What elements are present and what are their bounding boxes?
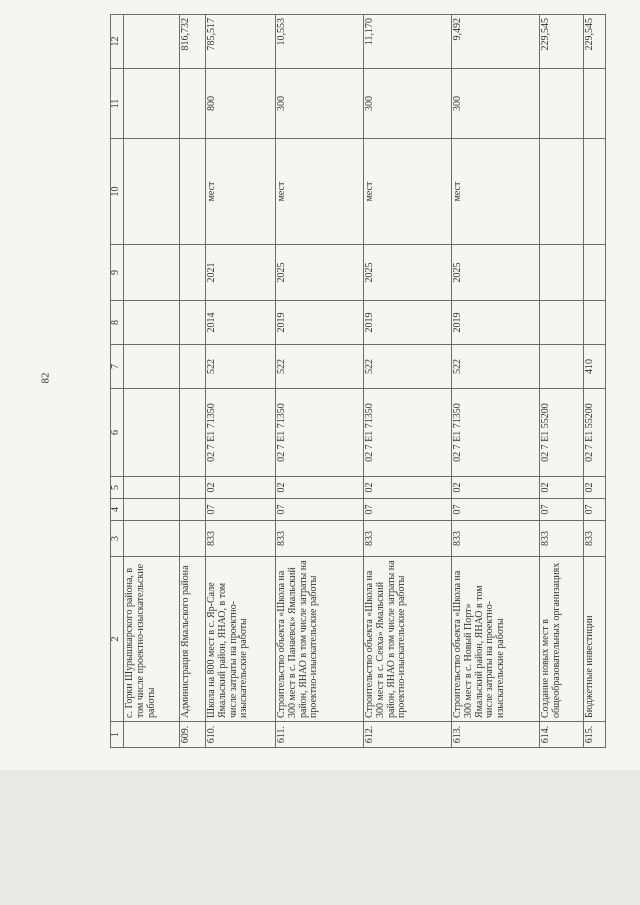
cell-c11 (124, 69, 180, 139)
row-name: Строительство объекта «Школа на 300 мест в с. Панаевск» Ямальский район, ЯНАО в том числе затраты на проектно-изыскательские работы (276, 557, 364, 722)
cell-c11: 300 (276, 69, 364, 139)
cell-c6: 02 7 Е1 71350 (206, 389, 276, 477)
cell-c11: 300 (452, 69, 540, 139)
cell-c5: 02 (206, 477, 276, 499)
cell-c9 (180, 245, 206, 301)
cell-c10: мест (364, 139, 452, 245)
cell-c9: 2025 (364, 245, 452, 301)
cell-c9 (540, 245, 584, 301)
row-number: 611. (276, 722, 364, 748)
header-cell: 5 (111, 477, 124, 499)
cell-c6: 02 7 Е1 71350 (364, 389, 452, 477)
row-number (124, 722, 180, 748)
table-row (180, 15, 206, 748)
cell-c3: 833 (452, 521, 540, 557)
cell-c10 (584, 139, 606, 245)
cell-c5 (124, 477, 180, 499)
cell-c7: 522 (206, 345, 276, 389)
cell-c5: 02 (540, 477, 584, 499)
row-name: Администрация Ямальского района (180, 557, 206, 722)
cell-c4: 07 (540, 499, 584, 521)
cell-c12: 229,545 (584, 15, 606, 69)
cell-c6: 02 7 Е1 55200 (584, 389, 606, 477)
cell-c12: 816,732 (180, 15, 206, 69)
cell-c10 (124, 139, 180, 245)
cell-c7: 410 (584, 345, 606, 389)
cell-c4: 07 (364, 499, 452, 521)
cell-c3: 833 (276, 521, 364, 557)
header-cell: 2 (111, 557, 124, 722)
cell-c12: 10,553 (276, 15, 364, 69)
row-number: 612. (364, 722, 452, 748)
cell-c8: 2019 (452, 301, 540, 345)
cell-c7 (540, 345, 584, 389)
cell-c4 (124, 499, 180, 521)
cell-c10: мест (206, 139, 276, 245)
row-name: Строительство объекта «Школа на 300 мест в с. Новый Порт» Ямальский район, ЯНАО в том числе затраты на проектно-изыскательские работы (452, 557, 540, 722)
header-cell: 7 (111, 345, 124, 389)
cell-c8 (180, 301, 206, 345)
scan-margin (0, 770, 640, 905)
cell-c4: 07 (584, 499, 606, 521)
header-cell: 9 (111, 245, 124, 301)
table-row (364, 15, 452, 748)
cell-c6 (180, 389, 206, 477)
header-row (111, 15, 124, 748)
cell-c5: 02 (452, 477, 540, 499)
table-row (452, 15, 540, 748)
cell-c5 (180, 477, 206, 499)
rotated-table-container (110, 15, 615, 748)
cell-c4 (180, 499, 206, 521)
cell-c7: 522 (364, 345, 452, 389)
header-cell: 6 (111, 389, 124, 477)
cell-c7: 522 (276, 345, 364, 389)
header-cell: 12 (111, 15, 124, 69)
cell-c11: 300 (364, 69, 452, 139)
row-number: 615. (584, 722, 606, 748)
cell-c12 (124, 15, 180, 69)
row-number: 614. (540, 722, 584, 748)
cell-c12: 11,170 (364, 15, 452, 69)
cell-c11 (180, 69, 206, 139)
cell-c11: 800 (206, 69, 276, 139)
row-name: Создание новых мест в общеобразовательных организациях (540, 557, 584, 722)
cell-c9: 2025 (452, 245, 540, 301)
row-name: Школа на 800 мест в с. Яр-Сале Ямальский район, ЯНАО, в том числе затраты на проектно-изыскательские работы (206, 557, 276, 722)
header-cell: 1 (111, 722, 124, 748)
row-number: 613. (452, 722, 540, 748)
header-cell: 4 (111, 499, 124, 521)
cell-c6 (124, 389, 180, 477)
cell-c8 (124, 301, 180, 345)
cell-c8: 2014 (206, 301, 276, 345)
cell-c5: 02 (584, 477, 606, 499)
cell-c4: 07 (276, 499, 364, 521)
cell-c5: 02 (364, 477, 452, 499)
cell-c11 (584, 69, 606, 139)
header-cell: 10 (111, 139, 124, 245)
cell-c3: 833 (364, 521, 452, 557)
table-row (276, 15, 364, 748)
cell-c3: 833 (540, 521, 584, 557)
row-number: 610. (206, 722, 276, 748)
cell-c12: 785,517 (206, 15, 276, 69)
page-number: 82 (39, 372, 52, 384)
cell-c10: мест (452, 139, 540, 245)
header-cell: 8 (111, 301, 124, 345)
cell-c8: 2019 (364, 301, 452, 345)
table-row (584, 15, 606, 748)
cell-c6: 02 7 Е1 71350 (276, 389, 364, 477)
budget-table (110, 14, 606, 748)
header-cell: 3 (111, 521, 124, 557)
cell-c6: 02 7 Е1 71350 (452, 389, 540, 477)
cell-c7 (180, 345, 206, 389)
cell-c3 (124, 521, 180, 557)
cell-c9: 2025 (276, 245, 364, 301)
cell-c11 (540, 69, 584, 139)
cell-c4: 07 (452, 499, 540, 521)
cell-c6: 02 7 Е1 55200 (540, 389, 584, 477)
cell-c10 (540, 139, 584, 245)
cell-c4: 07 (206, 499, 276, 521)
cell-c3: 833 (584, 521, 606, 557)
cell-c3: 833 (206, 521, 276, 557)
cell-c7: 522 (452, 345, 540, 389)
cell-c12: 9,492 (452, 15, 540, 69)
cell-c9: 2021 (206, 245, 276, 301)
row-name: с. Горки Шурышкарского района, в том числе проектно-изыскательские работы (124, 557, 180, 722)
cell-c5: 02 (276, 477, 364, 499)
cell-c3 (180, 521, 206, 557)
row-number: 609. (180, 722, 206, 748)
cell-c10 (180, 139, 206, 245)
cell-c8: 2019 (276, 301, 364, 345)
cell-c7 (124, 345, 180, 389)
cell-c8 (540, 301, 584, 345)
table-row (540, 15, 584, 748)
cell-c8 (584, 301, 606, 345)
table-row (206, 15, 276, 748)
cell-c10: мест (276, 139, 364, 245)
cell-c9 (124, 245, 180, 301)
row-name: Строительство объекта «Школа на 300 мест в с. Сеяха» Ямальский район, ЯНАО в том числе затраты на проектно-изыскательские работы (364, 557, 452, 722)
header-cell: 11 (111, 69, 124, 139)
row-name: Бюджетные инвестиции (584, 557, 606, 722)
cell-c9 (584, 245, 606, 301)
table-row (124, 15, 180, 748)
cell-c12: 229,545 (540, 15, 584, 69)
